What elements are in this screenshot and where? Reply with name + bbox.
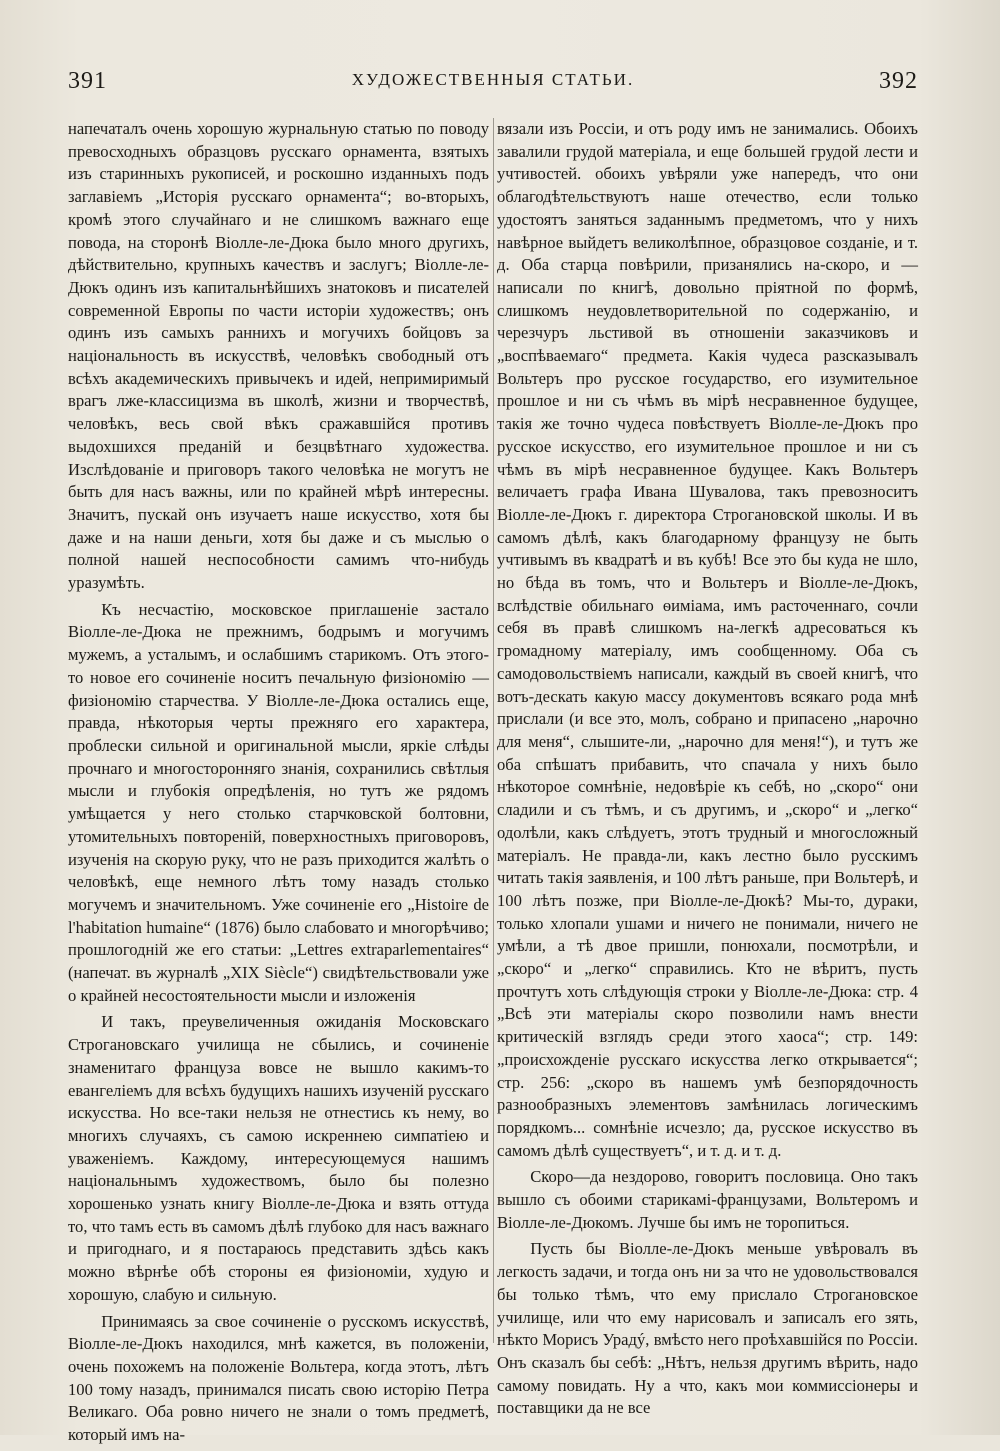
left-column — [68, 118, 489, 1451]
paragraph: И такъ, преувеличенныя ожиданія Московскаго Строгановскаго училища не сбылись, и сочиненіе знаменитаго француза вовсе не вышло какимъ-то евангеліемъ для всѣхъ будущихъ нашихъ изученій русскаго искусства. Но все-таки нельзя не отнестись къ нему, во многихъ случаяхъ, съ самою искреннею симпатіею и уваженіемъ. Каждому, интересующемуся нашимъ національнымъ художествомъ, было бы полезно хорошенько узнать книгу Віолле-ле-Дюка и взять оттуда то, что тамъ есть въ самомъ дѣлѣ глубоко для насъ важнаго и пригоднаго, и я постараюсь представить здѣсь какъ можно вѣрнѣе обѣ стороны ея физіономіи, худую и хорошую, слабую и сильную. — [68, 1012, 489, 1304]
page-header — [68, 60, 918, 96]
paragraph: Скоро—да нездорово, говоритъ пословица. Оно такъ вышло съ обоими старикамі-французами, Вольтеромъ и Віолле-ле-Дюкомъ. Лучше бы имъ не торопиться. — [497, 1167, 918, 1232]
page-number-left: 391 — [68, 68, 107, 94]
page-number-right: 392 — [879, 68, 918, 94]
running-title: ХУДОЖЕСТВЕННЫЯ СТАТЬИ. — [351, 70, 635, 89]
right-column — [497, 118, 918, 1424]
paragraph: напечаталъ очень хорошую журнальную статью по поводу превосходныхъ образцовъ русскаго орнамента, взятыхъ изъ старинныхъ рукописей, и роскошно изданныхъ подъ заглавіемъ „Исторія русскаго орнамента“; во-вторыхъ, кромѣ этого случайнаго и не слишкомъ важнаго еще повода, на сторонѣ Віолле-ле-Дюка было много другихъ, дѣйствительно, крупныхъ качествъ и заслугъ; Віолле-ле-Дюкъ одинъ изъ капитальнѣйшихъ знатоковъ и писателей современной Европы по части исторіи художествъ; онъ одинъ изъ самыхъ раннихъ и могучихъ бойцовъ за національность въ искусствѣ, человѣкъ свободный отъ всѣхъ академическихъ привычекъ и идей, непримиримый врагъ лже-классицизма въ школѣ, жизни и творчествѣ, человѣкъ, весь свой вѣкъ сражавшійся противъ выдохшихся преданій и безцвѣтнаго художества. Изслѣдованіе и приговоръ такого человѣка не могутъ не быть для насъ важны, или по крайней мѣрѣ интересны. Значитъ, пускай онъ изучаетъ наше искусство, хотя бы даже и на наши деньги, хотя бы даже и съ мыслью о полной нашей неспособности самимъ что-нибудь уразумѣть. — [68, 119, 489, 593]
paragraph: Принимаясь за свое сочиненіе о русскомъ искусствѣ, Віолле-ле-Дюкъ находился, мнѣ кажется, въ положеніи, очень похожемъ на положеніе Вольтера, когда этотъ, лѣтъ 100 тому назадъ, принимался писать свою исторію Петра Великаго. Оба ровно ничего не знали о томъ предметѣ, который имъ на- — [68, 1311, 489, 1445]
paragraph: Къ несчастію, московское приглашеніе застало Віолле-ле-Дюка не прежнимъ, бодрымъ и могучимъ мужемъ, а усталымъ, и ослабшимъ старикомъ. Отъ этого-то новое его сочиненіе носитъ печальную физіономію — физіономію старчества. У Віолле-ле-Дюка остались еще, правда, нѣкоторыя черты прежняго его характера, проблески сильной и оригинальной мысли, яркіе слѣды прочнаго и многосторонняго знанія, сохранились свѣтлыя мысли и глубокія опредѣленія, но тутъ же рядомъ умѣщается у него столько старчковской болтовни, утомительныхъ повтореній, поверхностныхъ приговоровъ, изученія на скорую руку, что не разъ приходится жалѣть о человѣкѣ, еще немного лѣтъ тому назадъ столько могучемъ и значительномъ. Уже сочиненіе его „Histoire de l'habitation humaine“ (1876) было слабовато и многорѣчиво; прошлогодній же его статьи: „Lettres extraparlementaires“ (напечат. въ журналѣ „XIX Siècle“) свидѣтельствовали уже о крайней несостоятельности мысли и изложенія — [68, 599, 489, 1005]
column-divider — [493, 118, 494, 1343]
paragraph: вязали изъ Россіи, и отъ роду имъ не занимались. Обоихъ завалили грудой матеріала, и еще большей грудой лести и учтивостей. обоихъ увѣряли уже напередъ, что они облагодѣтельствуютъ наше отечество, если только удостоятъ заняться заданнымъ предметомъ, что у нихъ навѣрное выйдетъ великолѣпное, образцовое созданіе, и т. д. Оба старца повѣрили, призанялись на-скоро, и — написали по книгѣ, довольно пріятной по формѣ, слишкомъ неудовлетворительной по содержанію, и черезчуръ льстивой въ отношеніи заказчиковъ и „воспѣваемаго“ предмета. Какія чудеса разсказывалъ Вольтеръ про русское государство, его изумительное прошлое и ни съ чѣмъ въ мірѣ несравненное будущее, такія же точно чудеса повѣствуетъ Віолле-ле-Дюкъ про русское искусство, его изумительное прошлое и ни съ чѣмъ въ мірѣ несравненное будущее. Какъ Вольтеръ величаетъ графа Ивана Шувалова, такъ превозноситъ Віолле-ле-Дюкъ г. директора Строгановской школы. И въ самомъ дѣлѣ, какъ благодарному французу не быть учтивымъ въ квадратѣ и въ кубѣ! Все это бы куда не шло, но бѣда въ томъ, что и Вольтеръ и Віолле-ле-Дюкъ, вслѣдствіе обильнаго ѳиміама, имъ расточеннаго, сочли себя въ правѣ слишкомъ на-легкѣ адресоваться къ громадному матеріалу, имъ сообщенному. Оба съ самодовольствіемъ написали, каждый въ своей книгѣ, что вотъ-дескать какую массу документовъ всякаго рода мнѣ прислали (и все это, молъ, собрано и припасено „нарочно для меня“, слышите-ли, „нарочно для меня!“), и тутъ же оба спѣшатъ прибавить, что спачала у нихъ было нѣкоторое сомнѣніе, недовѣріе къ себѣ, но „скоро“ они сладили и съ тѣмъ, и съ другимъ, и „скоро“ и „легко“ одолѣли, какъ слѣдуетъ, этотъ трудный и многосложный матеріалъ. Не правда-ли, какъ лестно было русскимъ читать такія заявленія, и 100 лѣтъ раньше, при Вольтерѣ, и 100 лѣтъ позже, при Віолле-ле-Дюкѣ? Мы-то, дураки, только хлопали ушами и ничего не понимали, ничего не умѣли, а тѣ двое пришли, понюхали, посмотрѣли, и „скоро“ и „легко“ справились. Кто не вѣритъ, пусть прочтутъ хоть слѣдующія строки у Віолле-ле-Дюка: стр. 4 „Всѣ эти матеріалы скоро позволили намъ внести критическій взглядъ среди этого хаоса“; стр. 149: „происхожденіе русскаго искусства легко открывается“; стр. 256: „скоро въ нашемъ умѣ безпорядочность разнообразныхъ элементовъ замѣнилась логическимъ порядкомъ... сомнѣніе исчезло; да, русское искусство въ самомъ дѣлѣ существуетъ“, и т. д. и т. д. — [497, 119, 918, 1160]
paragraph: Пусть бы Віолле-ле-Дюкъ меньше увѣровалъ въ легкость задачи, и тогда онъ ни за что не удовольствовался бы только тѣмъ, что ему прислало Строгановское училище, или что ему нарисовалъ и записалъ его зять, нѣкто Морисъ Урадý, вмѣсто него проѣхавшійся по Россіи. Онъ сказалъ бы себѣ: „Нѣтъ, нельзя другимъ вѣрить, надо самому повидать. Ну а что, какъ мои коммиссіонеры и поставщики да не все — [497, 1239, 918, 1418]
